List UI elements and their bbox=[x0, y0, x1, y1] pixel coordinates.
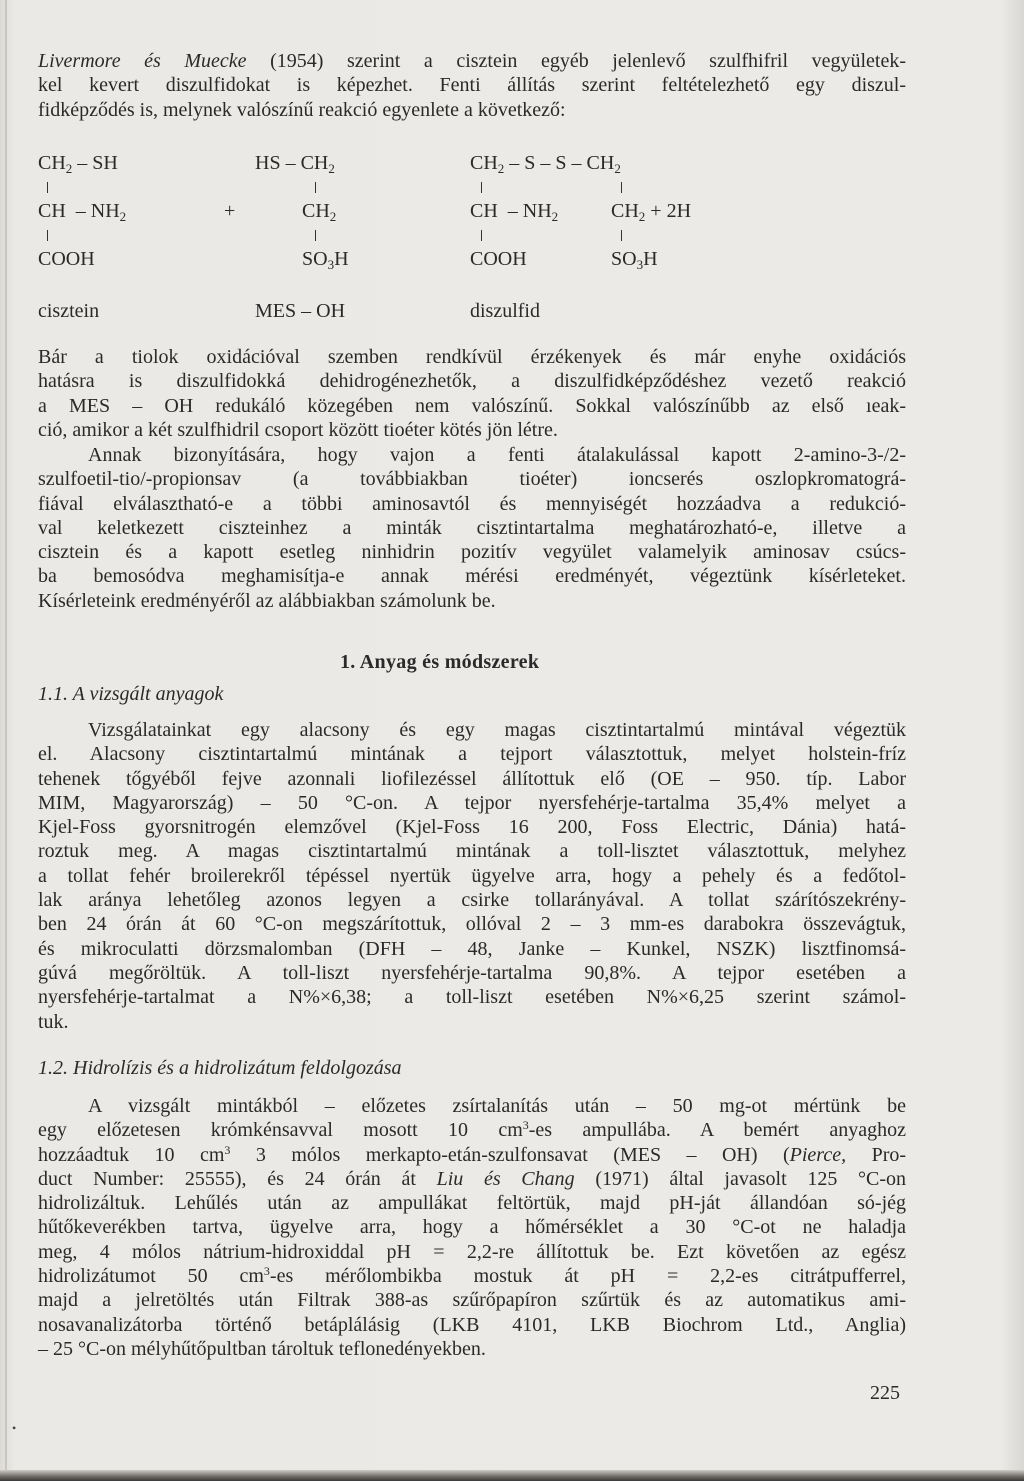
label-disulfide: diszulfid bbox=[470, 300, 540, 322]
text-line: ba bemosódva meghamisítja-e annak mérési eredményét, végeztünk kísérleteket. bbox=[38, 565, 906, 588]
text-line: nyersfehérje-tartalmat a N%×6,38; a toll-liszt esetében N%×6,25 szerint számol- bbox=[38, 986, 906, 1009]
text-line: Bár a tiolok oxidációval szemben rendkívül érzékenyek és már enyhe oxidációs bbox=[38, 346, 906, 368]
cited-authors: Livermore és Muecke bbox=[38, 50, 247, 72]
text-line: a tollat fehér broilerekről tépéssel nyertük ügyelve arra, hogy a pehely és a fedőtol- bbox=[38, 864, 906, 887]
intro-paragraph bbox=[38, 49, 906, 122]
label-mes-oh: MES – OH bbox=[255, 300, 346, 322]
text-line: tehenek tőgyéből fejve azonnali liofilezéssel állítottuk elő (OE – 950. típ. Labor bbox=[38, 767, 906, 790]
intro-line-1 bbox=[38, 49, 906, 73]
text-line: szulfoetil-tio/-propionsav (a továbbiakban tioéter) ioncserés oszlopkromatográ- bbox=[38, 468, 906, 491]
scan-left-rule bbox=[5, 0, 7, 1481]
text-line: hatásra is diszulfidokká dehidrogénezhetők, a diszulfidképződéshez vezető reakció bbox=[38, 370, 906, 393]
margin-mark: • bbox=[12, 1421, 17, 1435]
text-line: roztuk meg. A magas cisztintartalmú mintának a toll-lisztet választottuk, melyhez bbox=[38, 840, 906, 863]
text-line: el. Alacsony cisztintartalmú mintának a tejport választottuk, melyet holstein-fríz bbox=[38, 743, 906, 766]
paragraph-5 bbox=[38, 1094, 906, 1361]
dis-row-2a: CH – $NH_2$ bbox=[470, 200, 559, 224]
cys-row-1: $CH_2$ – SH bbox=[38, 152, 118, 176]
text-line: meg, 4 mólos nátrium-hidroxiddal pH = 2,2-re állítottuk be. Ezt követően az egész bbox=[38, 1240, 906, 1263]
text-line: majd a jelretöltés után Filtrak 388-as szűrőpapíron szűrtük és az automatikus ami- bbox=[38, 1289, 906, 1312]
page-number: 225 bbox=[870, 1382, 900, 1404]
paragraph-4 bbox=[38, 718, 906, 1034]
text-line: nosavanalizátorba történő betáplálásig (LKB 4101, LKB Biochrom Ltd., Anglia) bbox=[38, 1313, 906, 1336]
text-line: – 25 °C-on mélyhűtőpultban tároltuk teflonedényekben. bbox=[38, 1337, 486, 1360]
text-line: A vizsgált mintákból – előzetes zsírtalanítás után – 50 mg-ot mértünk be bbox=[88, 1095, 906, 1117]
paragraph-3 bbox=[38, 443, 906, 613]
intro-line-2: kel kevert diszulfidokat is képezhet. Fenti állítás szerint feltételezhető egy diszul- bbox=[38, 74, 906, 97]
bond-line bbox=[315, 182, 316, 193]
text-line: hozzáadtuk 10 $cm^3$ 3 mólos merkapto-etán-szulfonsavat (MES – OH) (Pierce, Pro- bbox=[38, 1142, 907, 1166]
text-line: lak aránya lehetőleg azonos legyen a csirke tollarányával. A tollat szárítószekrény- bbox=[38, 889, 906, 912]
scan-bottom-edge bbox=[0, 1470, 1024, 1481]
dis-row-2b: $CH_2 + 2H$ bbox=[611, 200, 692, 224]
text-line: MIM, Magyarország) – 50 °C-on. A tejpor nyersfehérje-tartalma 35,4% melyet a bbox=[38, 791, 906, 814]
text-line: Vizsgálatainkat egy alacsony és egy magas cisztintartalmú mintával végeztük bbox=[88, 719, 906, 741]
bond-line bbox=[47, 230, 48, 241]
label-cysteine: cisztein bbox=[38, 300, 100, 322]
text-line: Kísérleteink eredményéről az alábbiakban számolunk be. bbox=[38, 589, 496, 612]
text-line: fiával elválasztható-e a többi aminosavtól és mennyiségét hozzáadva a redukció- bbox=[38, 492, 906, 515]
bond-line bbox=[47, 182, 48, 193]
bond-line bbox=[621, 182, 622, 193]
text-line: Annak bizonyítására, hogy vajon a fenti átalakulással kapott 2-amino-3-/2- bbox=[88, 444, 906, 466]
plus-sign: + bbox=[224, 200, 236, 222]
text-line: ben 24 órán át 60 °C-on megszárítottuk, ollóval 2 – 3 mm-es darabokra összevágtuk, bbox=[38, 913, 906, 936]
bond-line bbox=[315, 230, 316, 241]
text-line: a MES – OH redukáló közegében nem valószínű. Sokkal valószínűbb az első ıeak- bbox=[38, 394, 906, 417]
section-heading: 1. Anyag és módszerek bbox=[340, 651, 540, 673]
text-line: gúvá megőröltük. A toll-liszt nyersfehérje-tartalma 90,8%. A tejpor esetében a bbox=[38, 961, 906, 984]
text-line: tuk. bbox=[38, 1010, 69, 1033]
text-line: cisztein és a kapott esetleg ninhidrin pozitív vegyület valamelyik aminosav csúcs- bbox=[38, 541, 906, 564]
subsection-heading-1-2: 1.2. Hidrolízis és a hidrolizátum feldolgozása bbox=[38, 1057, 402, 1079]
dis-row-3a: COOH bbox=[470, 248, 527, 270]
dis-row-1: $CH_2$ – S – S – $CH_2$ bbox=[470, 152, 621, 176]
intro-line-1-text: (1954) szerint a cisztein egyéb jelenlevő szulfhifril vegyületek- bbox=[246, 50, 907, 72]
dis-row-3b: $SO_3H$ bbox=[611, 248, 658, 272]
subsection-heading-1-1: 1.1. A vizsgált anyagok bbox=[38, 683, 224, 705]
mes-row-1: HS – $CH_2$ bbox=[255, 152, 335, 176]
text-line: hidrolizáltuk. Lehűlés után az ampullákat feltörtük, majd pH-ját állandóan só-jég bbox=[38, 1192, 906, 1215]
intro-line-3: fidképződés is, melynek valószínű reakció egyenlete a következő: bbox=[38, 98, 566, 121]
text-line: egy előzetesen krómkénsavval mosott 10 $cm^3-es$ ampullába. A bemért anyaghoz bbox=[38, 1118, 907, 1142]
mes-row-2: $CH_2$ bbox=[302, 200, 337, 224]
bond-line bbox=[481, 230, 482, 241]
mes-row-3: $SO_3H$ bbox=[302, 248, 349, 272]
text-line: ció, amikor a két szulfhidril csoport között tioéter kötés jön létre. bbox=[38, 418, 558, 441]
text-line: duct Number: 25555), és 24 órán át Liu és Chang (1971) által javasolt 125 °C-on bbox=[38, 1167, 906, 1190]
text-line: Kjel-Foss gyorsnitrogén elemzővel (Kjel-Foss 16 200, Foss Electric, Dánia) hatá- bbox=[38, 816, 906, 839]
bond-line bbox=[621, 230, 622, 241]
cys-row-2: CH – $NH_2$ bbox=[38, 200, 127, 224]
paragraph-2 bbox=[38, 345, 906, 442]
text-line: hidrolizátumot 50 $cm^3-es$ mérőlombikba mostuk át pH = 2,2-es citrátpufferrel, bbox=[38, 1264, 906, 1288]
cys-row-3: COOH bbox=[38, 248, 95, 270]
text-line: és mikroculatti dörzsmalomban (DFH – 48, Janke – Kunkel, NSZK) lisztfinomsá- bbox=[38, 937, 906, 960]
text-line: val keletkezett ciszteinhez a minták cisztintartalma meghatározható-e, illetve a bbox=[38, 516, 906, 539]
bond-line bbox=[481, 182, 482, 193]
text-line: hűtőkeverékben tartva, ügyelve arra, hogy a hőmérséklet a 30 °C-ot ne haladja bbox=[38, 1216, 906, 1239]
